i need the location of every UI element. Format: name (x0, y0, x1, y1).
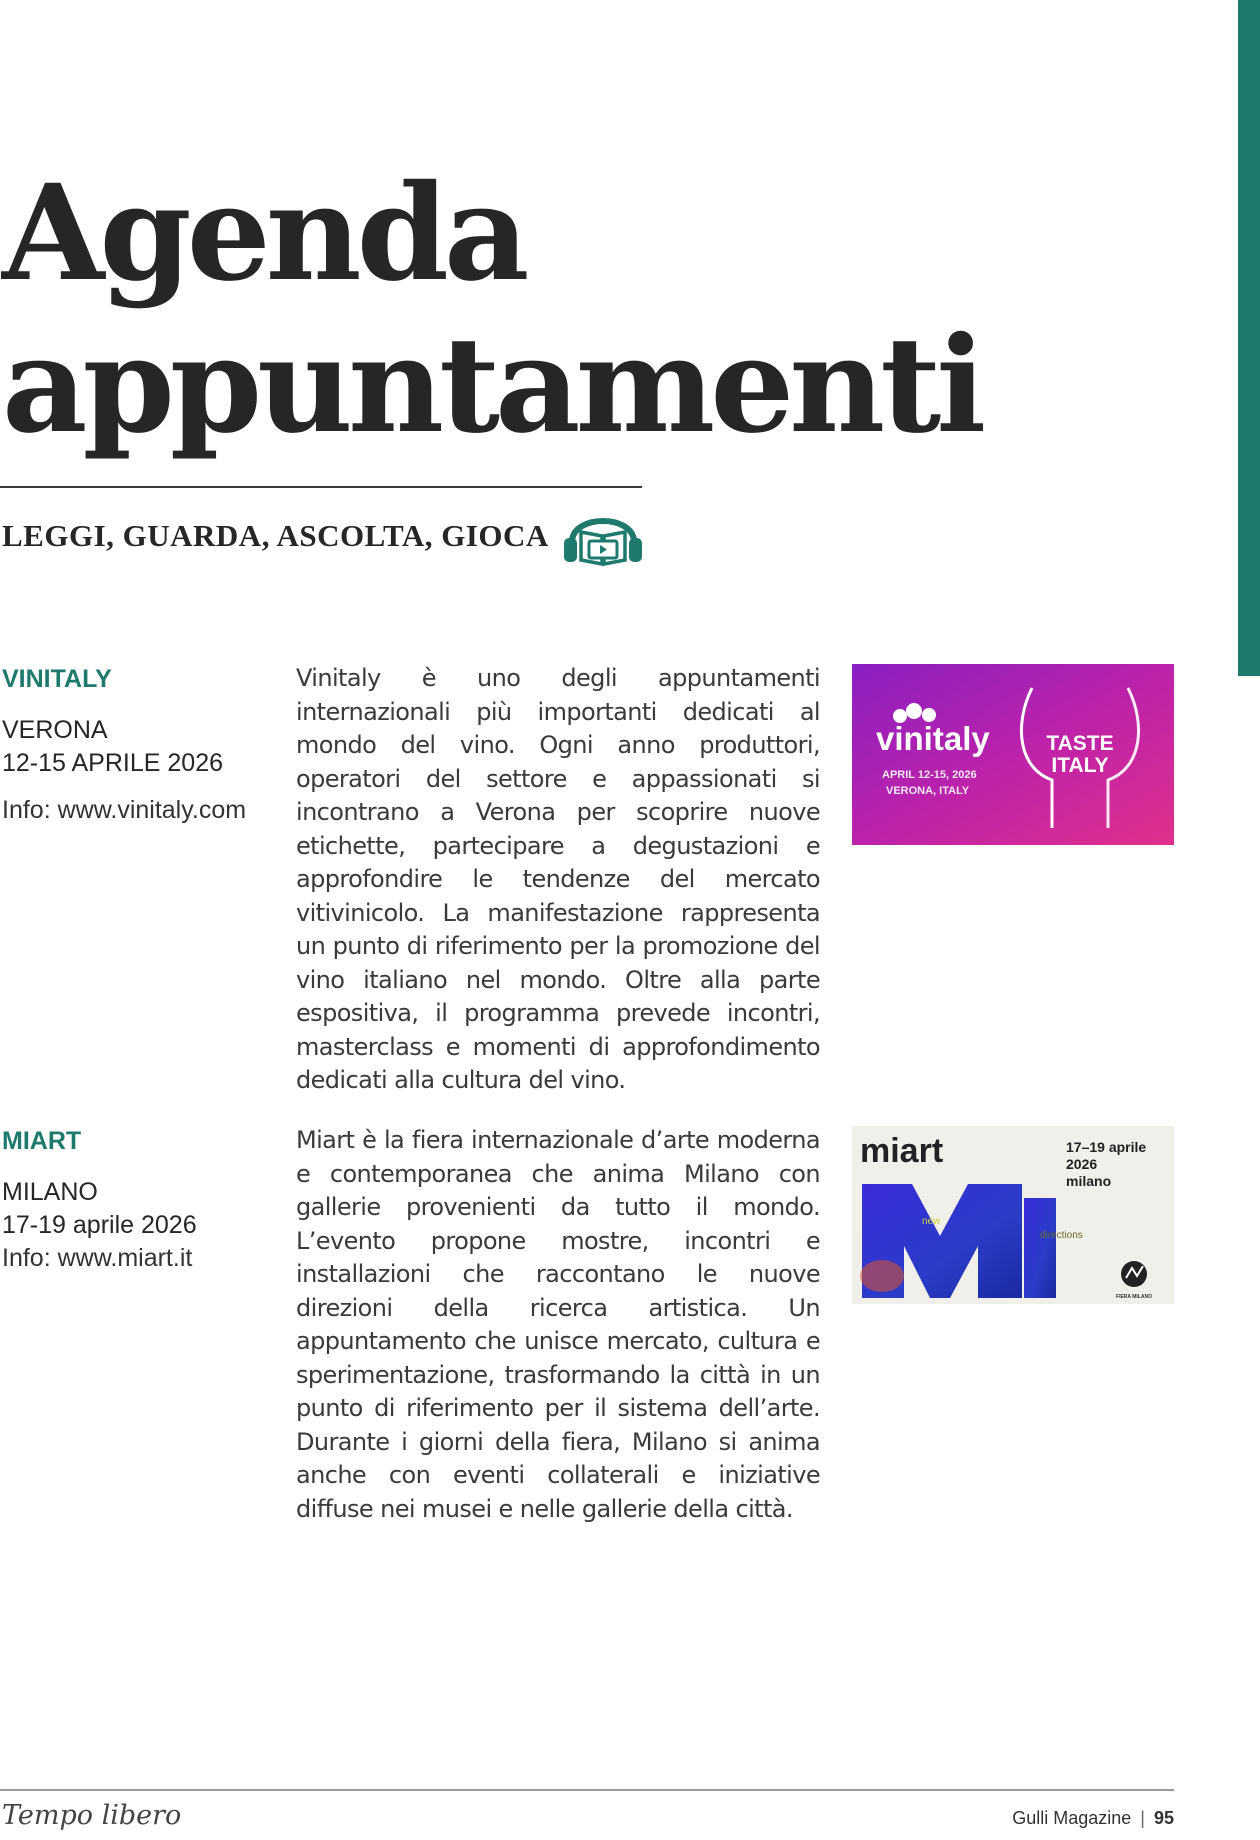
footer-magazine-name: Gulli Magazine (1012, 1808, 1132, 1828)
event-city: MILANO (2, 1178, 98, 1206)
event-date: 12-15 APRILE 2026 (2, 749, 223, 777)
vinitaly-poster (852, 664, 1174, 845)
event-description: Miart è la fiera internazionale d’arte moderna e contemporanea che anima Milano con gallerie provenienti da tutto il mondo. L’evento propone mostre, incontri e installazioni che raccontano le nuove direzioni della ricerca artistica. Un appuntamento che unisce mercato, cultura e sperimentazione, trasformando la città in un punto di riferimento per il sistema dell’arte. Durante i giorni della fiera, Milano si anima anche con eventi collaterali e iniziative diffuse nei musei e nelle gallerie della città. (296, 1126, 820, 1523)
miart-brand: FIERA MILANO (1116, 1294, 1152, 1300)
footer-section-name: Tempo libero (2, 1800, 182, 1831)
page-title-line-1: Agenda (2, 156, 525, 311)
page-title-line-2: appuntamenti (2, 308, 982, 463)
event-date: 17-19 aprile 2026 (2, 1211, 197, 1239)
miart-logo: miart (860, 1132, 944, 1170)
footer-magazine-info: Gulli Magazine | 95 (1012, 1808, 1174, 1828)
miart-poster (852, 1126, 1174, 1304)
vinitaly-tagline-2: ITALY (1051, 754, 1109, 777)
page-title (2, 158, 981, 462)
miart-word-new: new (922, 1216, 941, 1227)
footer-divider (0, 1789, 1174, 1791)
vinitaly-poster-place: VERONA, ITALY (886, 785, 970, 797)
page-number: 95 (1153, 1808, 1174, 1828)
event-description: Vinitaly è uno degli appuntamenti internazionali più importanti dedicati al mondo del vino. Ogni anno produttori, operatori del settore e appassionati si incontrano a Verona per scoprire nuove etichette, partecipare a degustazioni e approfondire le tendenze del mercato vitivinicolo. La manifestazione rappresenta un punto di riferimento per la promozione del vino italiano nel mondo. Oltre alla parte espositiva, il programma prevede incontri, masterclass e momenti di approfondimento dedicati alla cultura del vino. (296, 664, 820, 1094)
accent-side-bar (1238, 0, 1260, 676)
miart-poster-dates-2: 2026 (1066, 1156, 1098, 1172)
miart-poster-dates-3: milano (1066, 1173, 1112, 1189)
vinitaly-logo: vinitaly (876, 720, 990, 757)
event-city: VERONA (2, 716, 108, 744)
miart-word-directions: directions (1040, 1230, 1083, 1241)
event-name: VINITALY (2, 665, 112, 693)
vinitaly-tagline-1: TASTE (1046, 732, 1114, 755)
event-meta (2, 1126, 272, 1275)
vinitaly-poster-dates: APRIL 12-15, 2026 (882, 769, 977, 781)
title-divider (0, 486, 642, 488)
event-meta (2, 664, 272, 827)
section-subtitle: LEGGI, GUARDA, ASCOLTA, GIOCA (2, 518, 549, 553)
miart-poster-dates-1: 17–19 aprile (1066, 1139, 1147, 1155)
book-headphones-icon (560, 502, 646, 568)
event-name: MIART (2, 1127, 82, 1155)
event-info-link[interactable]: Info: www.vinitaly.com (2, 796, 247, 824)
event-info-link[interactable]: Info: www.miart.it (2, 1244, 193, 1272)
